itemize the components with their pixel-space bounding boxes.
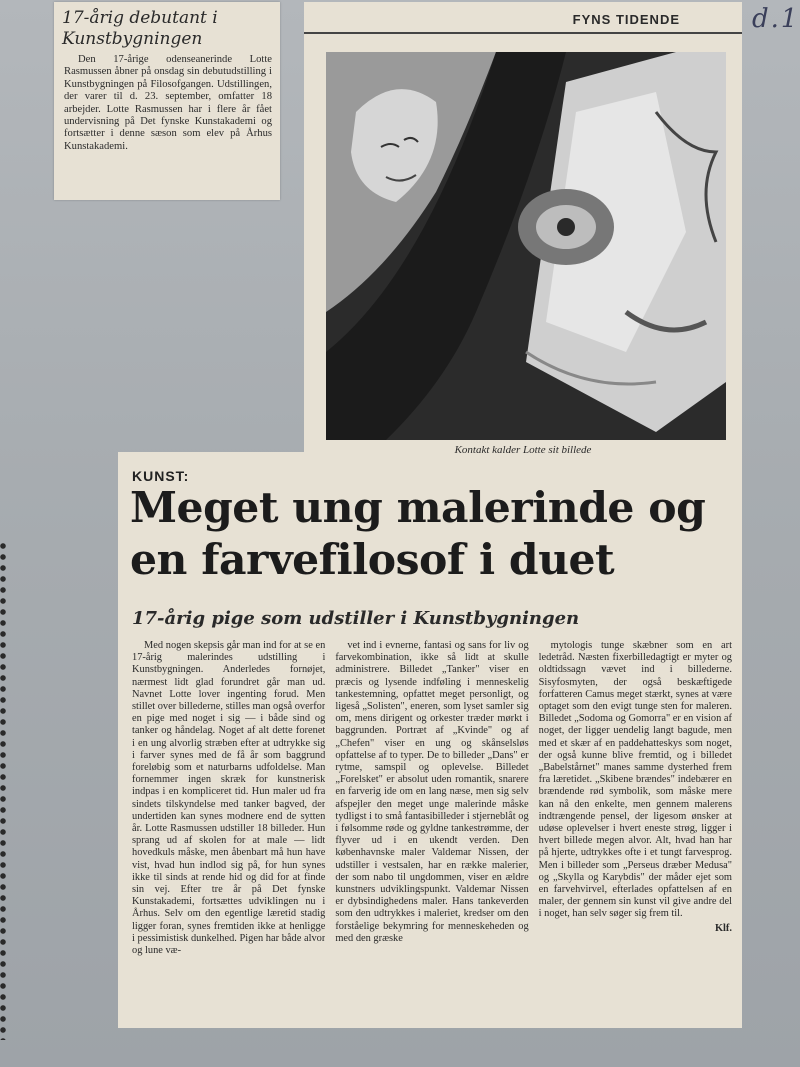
column-1-text: Med nogen skepsis går man ind for at se en 17-årig malerindes udstilling i Kunstbygningen. Anderledes fornøjet, nærmest lidt glad forundret går man ud. Navnet Lotte lover ingenting forud. Men stillet over billederne, stilles man også overfor en pige med noget i sig — i både sind og tanker og håndelag. Noget af alt dette forenet i en ung alvorlig stræben efter at udtrykke sig i farver synes med de få år som baggrund foreløbig som et naturbarns udfoldelse. Man fornemmer ingen skræk for kunstnerisk indpas i en kompliceret tid. Hun maler ud fra sindets tilskyndelse med tanker bagved, der undertiden kan synes modnere end de sytten år. Lotte Rasmussen udstiller 18 billeder. Hun sprang ud af skolen for at male — lidt hovedkuls måske, men åbenbart må hun have vist, hvad hun indlod sig på, for hun synes ikke til sinds at rende hid og did for at finde sin vej. Efter tre år på Det fynske Kunstakademi, fortsættes udviklingen nu i Århus. Selv om den egentlige læretid stadig ligger foran, synes fremtiden ikke at henligge i pessimistisk dunkelhed. Pigen har både alvor og lune væ- bbox=[132, 640, 326, 957]
column-3-text: mytologis tunge skæbner som en art ledetråd. Næsten fixerbilledagtigt er myter og oldtidssagn vævet ind i billederne. Sisyfosmyten, der også beskæftigede forfatteren Camus meget stærkt, synes at være optaget som den evigt tunge sten for maleren. Billedet „Sodoma og Gomorra" er en vision af noget, der ligger uendelig langt bagude, men med et skær af en paddehatteskys som noget, der også kunne blive fremtid, og i billedet „Babelstårnet" manes samme dysterhed frem fra læretidet. „Skibene brændes" indebærer en brændende rød symbolik, som måske mere kan nå den enkelte, men gennem malerens indtrængende pensel, der ligesom ønsker at udøse oplevelser i hvert eneste strøg, ligger i hvert billede megen alvor. Alt, hvad han har på hjerte, udtrykkes ofte i et tungt farvesprog. Men i billeder som „Perseus dræber Medusa" og „Skylla og Karybdis" der måder ejet som en farvehvirvel, efterlades opfattelsen af en maler, der gennem sin kunst vil give andre del i noget, han selv søger sig frem til. bbox=[538, 640, 732, 920]
article-headline: Meget ung malerinde og en farvefilosof i duet bbox=[130, 483, 706, 585]
section-kicker: KUNST: bbox=[132, 468, 190, 484]
article-subheadline: 17-årig pige som udstiller i Kunstbygningen bbox=[132, 608, 580, 629]
small-clipping-headline: 17-årig debutant i Kunstbygningen bbox=[62, 8, 218, 49]
photo-caption: Kontakt kalder Lotte sit billede bbox=[454, 444, 592, 456]
article-column-2 bbox=[335, 640, 528, 1020]
main-clipping bbox=[118, 2, 742, 1028]
article-column-1 bbox=[132, 640, 325, 1020]
header-rule bbox=[304, 32, 742, 34]
article-body bbox=[132, 640, 732, 1020]
painting-illustration bbox=[326, 52, 726, 440]
newspaper-name: FYNS TIDENDE bbox=[572, 12, 680, 27]
article-column-3 bbox=[539, 640, 732, 1020]
painting-photo bbox=[326, 52, 726, 440]
author-signature: Klf. bbox=[714, 922, 732, 934]
handwritten-note: d.1 bbox=[752, 4, 800, 34]
small-clipping-body: Den 17-årige odenseanerinde Lotte Rasmussen åbner på onsdag sin debutudstilling i Kunstbygningen på Filosofgangen. Udstillingen, der varer til d. 23. september, omfatter 18 arbejder. Lotte Rasmussen har i flere år fået undervisning på Det fynske Kunstakademi og fortsætter i denne sæson som elev på Århus Kunstakademi. bbox=[64, 54, 272, 152]
column-2-text: vet ind i evnerne, fantasi og sans for liv og farvekombination, ikke så lidt at skulle administrere. Billedet „Tanker" viser en præcis og lysende indføling i menneskelig tankestemning, opfattet meget personligt, og ligeså „Solisten", eneren, som lyset samler sig om, mens dirigent og orkester træder mørkt i baggrunden. Portræt af „Kvinde" og af „Chefen" viser en ung og skånselsløs opfattelse af to typer. De to billeder „Dans" er rytme, samspil og oplevelse. Billedet „Forelsket" er absolut uden romantik, snarere en farverig ide om en lang næse, men sig selv afspejler den meget unge malerinde måske tydligst i to små fantasibilleder i stjerneblåt og i følsomme røde og gyldne tankestrømme, der flyver ud i en ukendt verden. Den københavnske maler Valdemar Nissen, der udstiller i vestsalen, har en række malerier, der som nabo til ungdommen, viser en ældre kunstners udviklingspunkt. Valdemar Nissen er dybsindighedens maler. Hans tankeverden som den udtrykkes i maleriet, kredser om den forståelige bekymring for menneskeheden og med den græske bbox=[335, 640, 529, 944]
binding-holes bbox=[0, 540, 10, 1040]
